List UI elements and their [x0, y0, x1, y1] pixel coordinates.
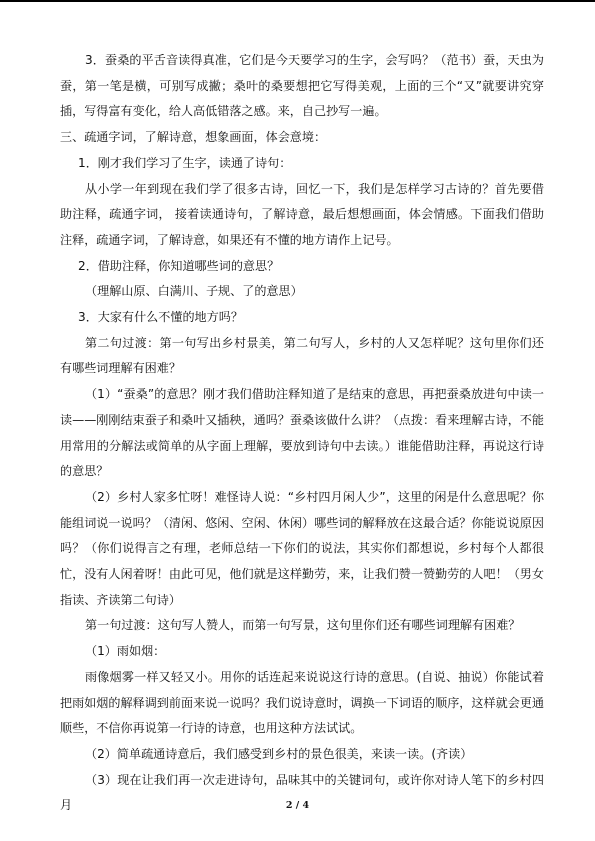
paragraph-second-line-transition: 第二句过渡：第一句写出乡村景美，第二句写人，乡村的人又怎样呢？这句里你们还有哪些词理解有困难？ [60, 335, 544, 376]
paragraph-step-1: 1．刚才我们学习了生字，读通了诗句： [78, 155, 292, 170]
paragraph-step-3: 3．大家有什么不懂的地方吗？ [78, 310, 243, 325]
paragraph-savor-lines: （3）现在让我们再一次走进诗句，品味其中的关键词句，或许你对诗人笔下的乡村四月 [60, 772, 544, 813]
paragraph-cansang-meaning: （1）“蚕桑”的意思？刚才我们借助注释知道了是结束的意思，再把蚕桑放进句中读一读——刚刚结束蚕子和桑叶又插秧，通吗？蚕桑该做什么讲？（点拨：看来理解古诗，不能用常用的分解法或简单的从字面上理解，要放到诗句中去读。）谁能借助注释，再说这行诗的意思？ [60, 387, 544, 479]
paragraph-yu-ru-yan-explanation: 雨像烟雾一样又轻又小。用你的话连起来说说这行诗的意思。(自说、抽说）你能试着把雨如烟的解释调到前面来说一说吗？我们说诗意时，调换一下词语的顺序，这样就会更通顺些，不信你再说第一行诗的诗意，也用这种方法试试。 [60, 669, 544, 736]
document-body [60, 48, 544, 819]
header-rule [0, 0, 595, 2]
paragraph-yu-ru-yan-heading: （1）雨如烟： [85, 644, 166, 659]
page-number: 2 / 4 [285, 800, 310, 811]
paragraph-method-recap: 从小学一年到现在我们学了很多古诗，回忆一下，我们是怎样学习古诗的？首先要借助注释，疏通字词， 接着读通诗句，了解诗意，最后想想画面，体会情感。下面我们借助注释，疏通字词，了解诗意，如果还有不懂的地方请作上记号。 [60, 181, 544, 247]
section-heading-3: 三、疏通字词，了解诗意，想象画面，体会意境： [60, 130, 327, 145]
paragraph-read-aloud: （2）简单疏通诗意后，我们感受到乡村的景色很美，来读一读。(齐读） [85, 746, 473, 761]
paragraph-first-line-transition: 第一句过渡：这句写人赞人，而第一句写景，这句里你们还有哪些词理解有困难？ [85, 618, 521, 633]
paragraph-step-2: 2．借助注释，你知道哪些词的意思？ [78, 258, 280, 273]
paragraph-word-list: （理解山原、白满川、子规、了的意思） [85, 284, 303, 299]
paragraph-stroke-writing: 3．蚕桑的平舌音读得真准，它们是今天要学习的生字，会写吗？（范书）蚕，天虫为蚕，第一笔是横，可别写成撇；桑叶的桑要想把它写得美观，上面的三个“又”就要讲究穿插，写得富有变化，给人高低错落之感。来，自己抄写一遍。 [60, 53, 544, 119]
paragraph-busy-villagers: （2）乡村人家多忙呀！难怪诗人说：“乡村四月闲人少”，这里的闲是什么意思呢？你能组词说一说吗？（清闲、悠闲、空闲、休闲）哪些词的解释放在这最合适？你能说说原因吗？（你们说得言之有理，老师总结一下你们的说法，其实你们都想说，乡村每个人都很忙，没有人闲着呀！由此可见，他们就是这样勤劳，来，让我们赞一赞勤劳的人吧！（男女指读、齐读第二句诗） [60, 489, 544, 607]
